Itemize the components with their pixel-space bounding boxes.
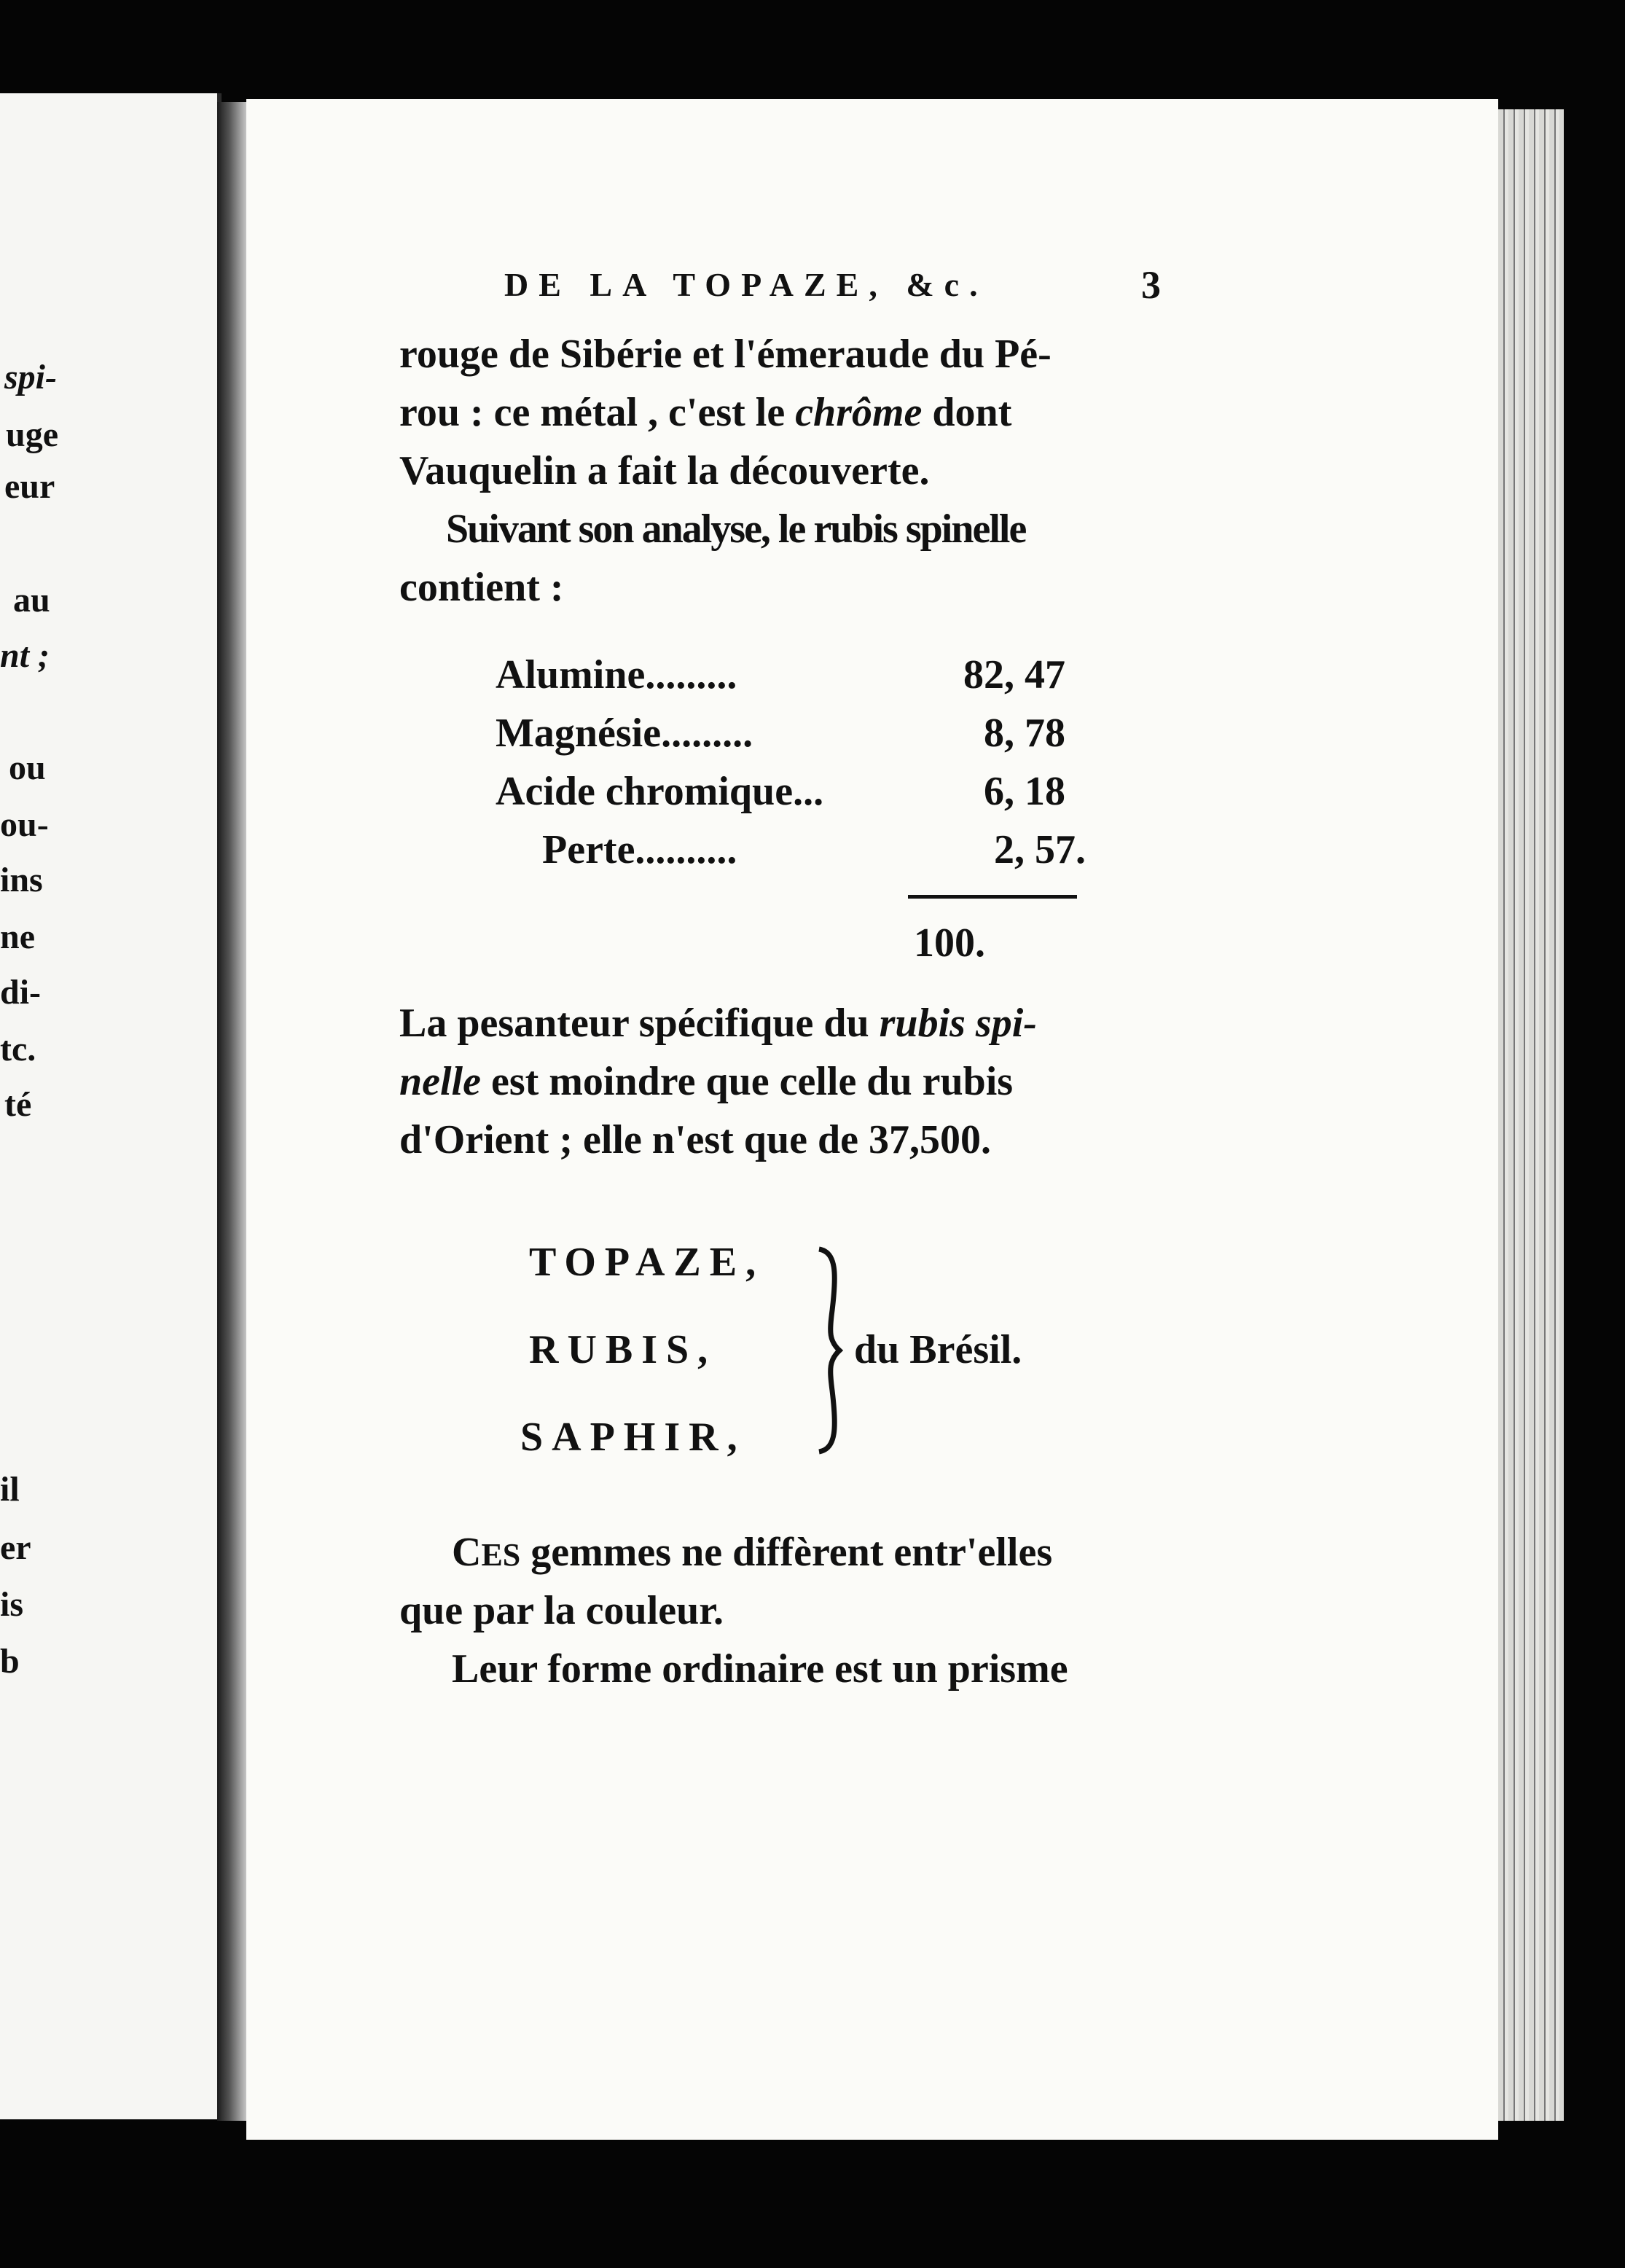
leader-dots: ......... [661, 711, 753, 756]
left-fragment: ins [0, 861, 43, 899]
book-gutter [217, 102, 248, 2121]
text-line: Leur forme ordinaire est un prisme [452, 1646, 1068, 1692]
text-line [399, 1061, 1013, 1102]
left-fragment: ou- [0, 805, 49, 844]
left-fragment: uge [6, 415, 58, 454]
leader-dots: ......... [645, 652, 737, 697]
left-fragment: di- [0, 973, 42, 1012]
page-number: 3 [1141, 263, 1161, 307]
analysis-label: Perte [542, 827, 635, 872]
analysis-value: 6, 18 [984, 769, 1065, 814]
drop-capital: C [452, 1530, 482, 1575]
analysis-label: Alumine [496, 652, 646, 697]
left-fragment: il [0, 1470, 20, 1509]
left-fragment: au [13, 581, 50, 619]
leader-dots: ... [793, 769, 824, 814]
text-line [399, 1003, 1037, 1044]
analysis-label: Magnésie [496, 711, 662, 756]
left-fragment: is [0, 1585, 24, 1624]
left-fragment: té [4, 1085, 32, 1124]
leader-dots: .......... [635, 827, 737, 872]
text-span: dont [922, 390, 1012, 435]
analysis-row [496, 713, 753, 754]
running-header: DE LA TOPAZE, &c. [504, 266, 988, 303]
left-fragment: er [0, 1528, 31, 1567]
gem-origin: du Brésil. [854, 1327, 1022, 1372]
gem-name: RUBIS, [529, 1327, 717, 1372]
left-fragment: nt ; [0, 636, 50, 675]
text-span: rou : ce métal , c'est le [399, 390, 796, 435]
text-span: La pesanteur spécifique du [399, 1001, 880, 1046]
emphasis: nelle [399, 1059, 481, 1104]
analysis-value: 82, 47 [963, 652, 1065, 697]
analysis-value: 8, 78 [984, 711, 1065, 756]
small-caps: ES [481, 1537, 521, 1573]
analysis-label: Acide chromique [496, 769, 794, 814]
emphasis: rubis spi- [879, 1001, 1037, 1046]
sum-rule [908, 895, 1077, 899]
analysis-total: 100. [914, 920, 985, 966]
left-page [0, 93, 222, 2119]
analysis-row [496, 654, 737, 695]
text-line: que par la couleur. [399, 1588, 724, 1633]
text-line: d'Orient ; elle n'est que de 37,500. [399, 1117, 991, 1162]
gem-name: SAPHIR, [520, 1415, 746, 1460]
text-line [452, 1532, 1052, 1573]
text-line: contient : [399, 565, 564, 610]
left-fragment: spi- [4, 358, 57, 396]
curly-brace [815, 1245, 844, 1456]
left-fragment: ne [0, 918, 35, 956]
text-line: Vauquelin a fait la découverte. [399, 448, 930, 493]
text-line: Suivant son analyse, le rubis spinelle [446, 507, 1026, 552]
emphasis: chrôme [795, 390, 923, 435]
analysis-row [496, 771, 823, 812]
analysis-value: 2, 57. [994, 827, 1086, 872]
text-line [399, 392, 1011, 433]
analysis-row [542, 829, 737, 870]
text-line: rouge de Sibérie et l'émeraude du Pé- [399, 332, 1052, 377]
left-fragment: b [0, 1642, 20, 1681]
left-fragment: ou [9, 748, 46, 787]
left-fragment: tc. [0, 1030, 36, 1068]
text-span: est moindre que celle du rubis [480, 1059, 1014, 1104]
page-edges [1498, 109, 1564, 2121]
gem-name: TOPAZE, [529, 1240, 765, 1285]
text-span: gemmes ne diffèrent entr'elles [520, 1530, 1053, 1575]
left-fragment: eur [4, 467, 55, 506]
